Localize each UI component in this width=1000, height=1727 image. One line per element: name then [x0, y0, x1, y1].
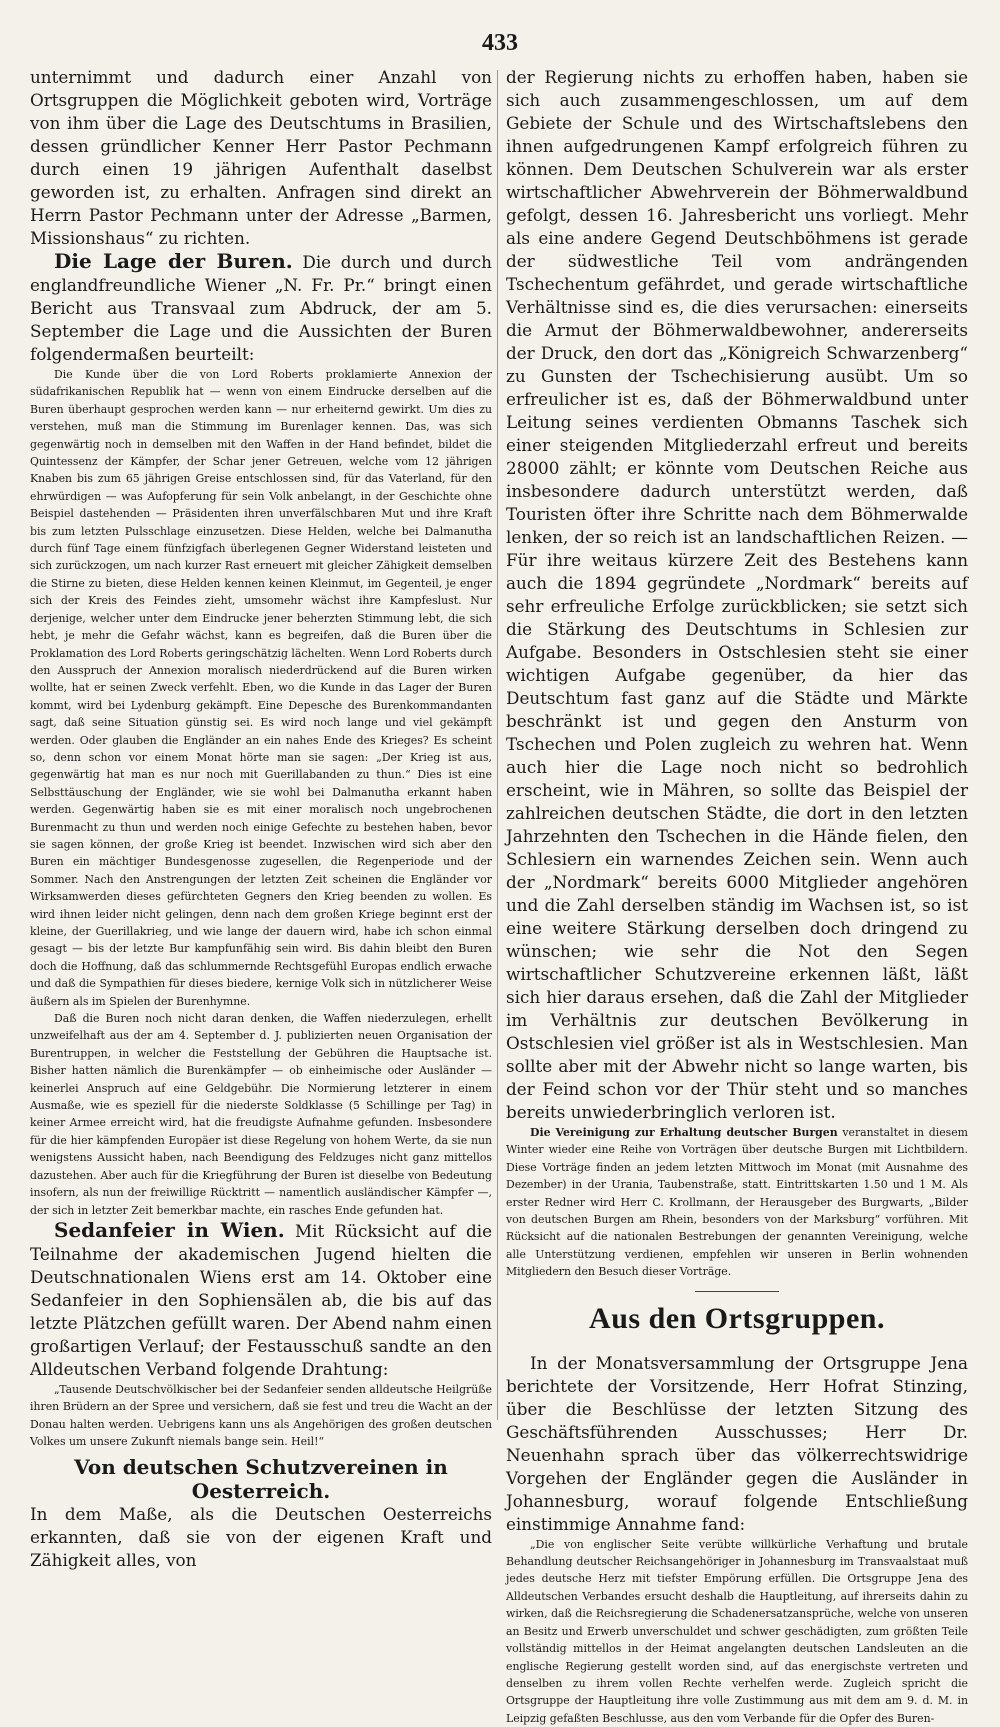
- buren-section: [30, 250, 492, 366]
- buren-quote-2: Daß die Buren noch nicht daran denken, die Waffen niederzulegen, erhellt unzweifelhaft aus der am 4. September d. J. publizierten neuen Organisation der Burentruppen, in welcher die Feststellung der Gebühren die Hauptsache ist. Bisher hatten nämlich die Burenkämpfer — ob einheimische oder Ausländer — keinerlei Anspruch auf eine Geldgebühr. Die Normierung letzterer in einem Ausmaße, wie es speziell für die niederste Soldklasse (5 Schillinge per Tag) in keiner Armee erreicht wird, hat die freudigste Aufnahme gefunden. Insbesondere für die hier kämpfenden Europäer ist diese Regelung von hohem Werte, da sie nun wenigstens Aussicht haben, nach Beendigung des Feldzuges nicht ganz mittellos dazustehen. Aber auch für die Kriegführung der Buren ist dieselbe von Bedeutung insofern, als nun der freiwillige Rücktritt — namentlich ausländischer Kämpfer —, der sich in letzter Zeit bemerkbar machte, ein rasches Ende gefunden hat.: [30, 1012, 492, 1217]
- schutzvereine-heading: Von deutschen Schutzvereinen in Oesterreich.: [74, 1454, 448, 1503]
- column-divider: [497, 70, 498, 1420]
- right-column: [506, 66, 969, 1725]
- pechmann-paragraph: unternimmt und dadurch einer Anzahl von Ortsgruppen die Möglichkeit geboten wird, Vorträge von ihm über die Lage des Deutschtums in Brasilien, dessen gründlicher Kenner Herr Pastor Pechmann durch einen 19 jährigen Aufenthalt daselbst geworden ist, zu erhalten. Anfragen sind direkt an Herrn Pastor Pechmann unter der Adresse „Barmen, Missionshaus“ zu richten.: [30, 67, 492, 248]
- section-divider: [695, 1291, 779, 1292]
- left-column: [30, 66, 493, 1570]
- buren-intro: Die durch und durch englandfreundliche Wiener „N. Fr. Pr.“ bringt einen Bericht aus Transvaal zum Abdruck, der am 5. September die Lage und die Aussichten der Buren folgendermaßen beurteilt:: [30, 252, 492, 364]
- jena-paragraph: In der Monatsversammlung der Ortsgruppe Jena berichtete der Vorsitzende, Herr Hofrat Stinzing, über die Beschlüsse der letzten Sitzung des Geschäftsführenden Ausschusses; Herr Dr. Neuenhahn sprach über das völkerrechtswidrige Vorgehen der Engländer gegen die Ausländer in Johannesburg, worauf folgende Entschließung einstimmige Annahme fand:: [506, 1352, 968, 1534]
- sedan-text: Mit Rücksicht auf die Teilnahme der akademischen Jugend hielten die Deutschnationalen Wiens erst am 14. Oktober eine Sedanfeier in den Sophiensälen ab, die bis auf das letzte Plätzchen gefüllt waren. Der Abend nahm einen großartigen Verlauf; der Festausschuß sandte an den Alldeutschen Verband folgende Drahtung:: [30, 1220, 493, 1379]
- burgen-section: [506, 1124, 968, 1281]
- burgen-heading: Die Vereinigung zur Erhaltung deutscher Burgen: [530, 1126, 838, 1139]
- page-number: 433: [482, 30, 518, 56]
- section-title-ortsgruppen: Aus den Ortsgruppen.: [589, 1301, 885, 1335]
- schutzvereine-continued: der Regierung nichts zu erhoffen haben, haben sie sich auch zusammengeschlossen, um auf dem Gebiete der Schule und des Wirtschaftslebens den ihnen aufgedrungenen Kampf erfolgreich führen zu können. Dem Deutschen Schulverein war als erster wirtschaftlicher Abwehrverein der Böhmerwaldbund gefolgt, dessen 16. Jahresbericht uns vorliegt. Mehr als eine andere Gegend Deutschböhmens ist gerade der südwestliche Teil vom andrängenden Tschechentum gefährdet, und gerade wirtschaftliche Verhältnisse sind es, die dies verursachen: einerseits die Armut der Böhmerwaldbewohner, andererseits der Druck, den dort das „Königreich Schwarzenberg“ zu Gunsten der Tschechisierung ausübt. Um so erfreulicher ist es, daß der Böhmerwaldbund unter Leitung seines verdienten Obmanns Taschek sich einer steigenden Mitgliederzahl erfreut und bereits 28000 zählt; er könnte vom Deutschen Reiche aus insbesondere dadurch unterstützt werden, daß Touristen öfter ihre Schritte nach dem Böhmerwalde lenken, der so reich ist an landschaftlichen Reizen. — Für ihre weitaus kürzere Zeit des Bestehens kann auch die 1894 gegründete „Nordmark“ bereits auf sehr erfreuliche Erfolge zurückblicken; sie setzt sich die Stärkung des Deutschtums in Schlesien zur Aufgabe. Besonders in Ostschlesien steht sie einer wichtigen Aufgabe gegenüber, da hier das Deutschtum fast ganz auf die Städte und Märkte beschränkt ist und gegen den Ansturm von Tschechen und Polen zugleich zu wehren hat. Wenn auch hier die Lage noch nicht so bedrohlich erscheint, wie in Mähren, so sollte das Beispiel der zahlreichen deutschen Städte, die dort in den letzten Jahrzehnten den Tschechen in die Hände fielen, den Schlesiern ein warnendes Zeichen sein. Wenn auch der „Nordmark“ bereits 6000 Mitglieder angehören und die Zahl derselben ständig im Wachsen ist, so ist eine weitere Stärkung derselben doch dringend zu wünschen; wie sehr die Not den Segen wirtschaftlicher Schutzvereine erkennen läßt, läßt sich hier daraus ersehen, daß die Zahl der Mitglieder im Verhältnis zur deutschen Bevölkerung in Ostschlesien viel größer ist als in Westschlesien. Man sollte aber mit der Abwehr nicht so lange warten, bis der Feind schon vor der Thür steht und so manches bereits unwiederbringlich verloren ist.: [506, 67, 968, 1122]
- sedan-section: [30, 1219, 492, 1381]
- buren-heading: Die Lage der Buren.: [54, 249, 293, 273]
- burgen-text: veranstaltet in diesem Winter wieder eine Reihe von Vorträgen über deutsche Burgen mit Lichtbildern. Diese Vorträge finden an jedem letzten Mittwoch im Monat (mit Ausnahme des Dezember) in der Urania, Taubenstraße, statt. Eintrittskarten 1.50 und 1 M. Als erster Redner wird Herr C. Krollmann, der Herausgeber des Burgwarts, „Bilder von deutschen Burgen am Rhein, besonders von der Marksburg“ vorführen. Mit Rücksicht auf die nationalen Bestrebungen der genannten Vereinigung, welche alle Unterstützung verdienen, empfehlen wir unseren in Berlin wohnenden Mitgliedern den Besuch dieser Vorträge.: [506, 1126, 969, 1279]
- buren-quote-1: Die Kunde über die von Lord Roberts proklamierte Annexion der südafrikanischen Republik hat — wenn von einem Eindrucke derselben auf die Buren überhaupt gesprochen werden kann — nur erheiternd gewirkt. Um dies zu verstehen, muß man die Stimmung im Burenlager kennen. Das, was sich gegenwärtig noch in demselben mit den Waffen in der Hand befindet, bildet die Quintessenz der Kämpfer, der Schar jener Getreuen, welche vom 12 jährigen Knaben bis zum 65 jährigen Greise entschlossen sind, für das Vaterland, für den ehrwürdigen — was Aufopferung für sein Volk anbelangt, in der Geschichte ohne Beispiel dastehenden — Präsidenten ihren unverfälschbaren Mut und ihre Kraft bis zum letzten Pulsschlage einzusetzen. Diese Helden, welche bei Dalmanutha durch fünf Tage einem fünfzigfach überlegenen Gegner Widerstand leisteten und sich zurückzogen, um nach kurzer Rast erneuert mit gleicher Zähigkeit demselben die Stirne zu bieten, diese Helden kennen keinen Kleinmut, im Gegenteil, je enger sich der Kreis des Feindes zieht, umsomehr wächst ihre Kampfeslust. Nur derjenige, welcher unter dem Eindrucke jener beherzten Stimmung lebt, die sich hebt, je mehr die Gefahr wächst, kann es begreifen, daß die Buren über die Proklamation des Lord Roberts geringschätzig lächelten. Wenn Lord Roberts durch den Ausspruch der Annexion moralisch niederdrückend auf die Buren wirken wollte, hat er seinen Zweck verfehlt. Eben, wo die Kunde in das Lager der Buren kommt, wird bei Lydenburg gekämpft. Eine Depesche des Burenkommandanten sagt, daß seine Situation günstig sei. Es wird noch lange und viel gekämpft werden. Oder glauben die Engländer an ein nahes Ende des Krieges? Es scheint so, denn schon vor einem Monat hörte man sie sagen: „Der Krieg ist aus, gegenwärtig hat man es nur noch mit Guerillabanden zu thun.“ Dies ist eine Selbsttäuschung der Engländer, wie sie wohl bei Dalmanutha erkannt haben werden. Gegenwärtig haben sie es mit einer moralisch noch ungebrochenen Burenmacht zu thun und werden noch einige Gefechte zu bestehen haben, bevor sie sagen können, der große Krieg ist beendet. Inzwischen wird sich aber den Buren ein mächtiger Bundesgenosse zugesellen, die Regenperiode und der Sommer. Nach den Anstrengungen der letzten Zeit scheinen die Engländer vor Wirksamwerden dieses gefürchteten Gegners den Krieg beenden zu wollen. Es wird ihnen leider nicht gelingen, denn nach dem großen Kriege beginnt erst der kleine, der Guerillakrieg, und wie lange der dauern wird, habe ich schon einmal gesagt — bis der letzte Bur kampfunfähig sein wird. Bis dahin bleibt den Buren doch die Hoffnung, daß das schlummernde Rechtsgefühl Europas endlich erwache und daß die Sympathien für dieses biedere, kernige Volk sich in nützlicherer Weise äußern als im Spielen der Burenhymne.: [30, 368, 492, 1008]
- sedan-telegram: „Tausende Deutschvölkischer bei der Sedanfeier senden alldeutsche Heilgrüße ihren Brüdern an der Spree und versichern, daß sie fest und treu die Wacht an der Donau halten werden. Uebrigens kann uns als Angehörigen des großen deutschen Volkes um unsere Zukunft niemals bange sein. Heil!“: [30, 1382, 493, 1449]
- schutzvereine-text: In dem Maße, als die Deutschen Oesterreichs erkannten, daß sie von der eigenen Kraft und Zähigkeit alles, von: [30, 1503, 492, 1570]
- sedan-heading: Sedanfeier in Wien.: [54, 1217, 285, 1242]
- jena-resolution: „Die von englischer Seite verübte willkürliche Verhaftung und brutale Behandlung deutscher Reichsangehöriger in Johannesburg im Transvaalstaat muß jedes deutsche Herz mit tiefster Empörung erfüllen. Die Ortsgruppe Jena des Alldeutschen Verbandes ersucht deshalb die Hauptleitung, auf ihrerseits dahin zu wirken, daß die Reichsregierung die Schadenersatzansprüche, welche von unseren an Besitz und Erwerb unverschuldet und schwer geschädigten, zum größten Teile vollständig mittellos in der Heimat angelangten deutschen Landsleuten an die englische Regierung gestellt worden sind, auf das energischste vertreten und denselben zu ihrem vollen Rechte verhelfen werde. Zugleich spricht die Ortsgruppe der Hauptleitung ihre volle Zustimmung aus mit dem am 9. d. M. in Leipzig gefaßten Beschlusse, aus den vom Verbande für die Opfer des Buren-: [506, 1537, 968, 1725]
